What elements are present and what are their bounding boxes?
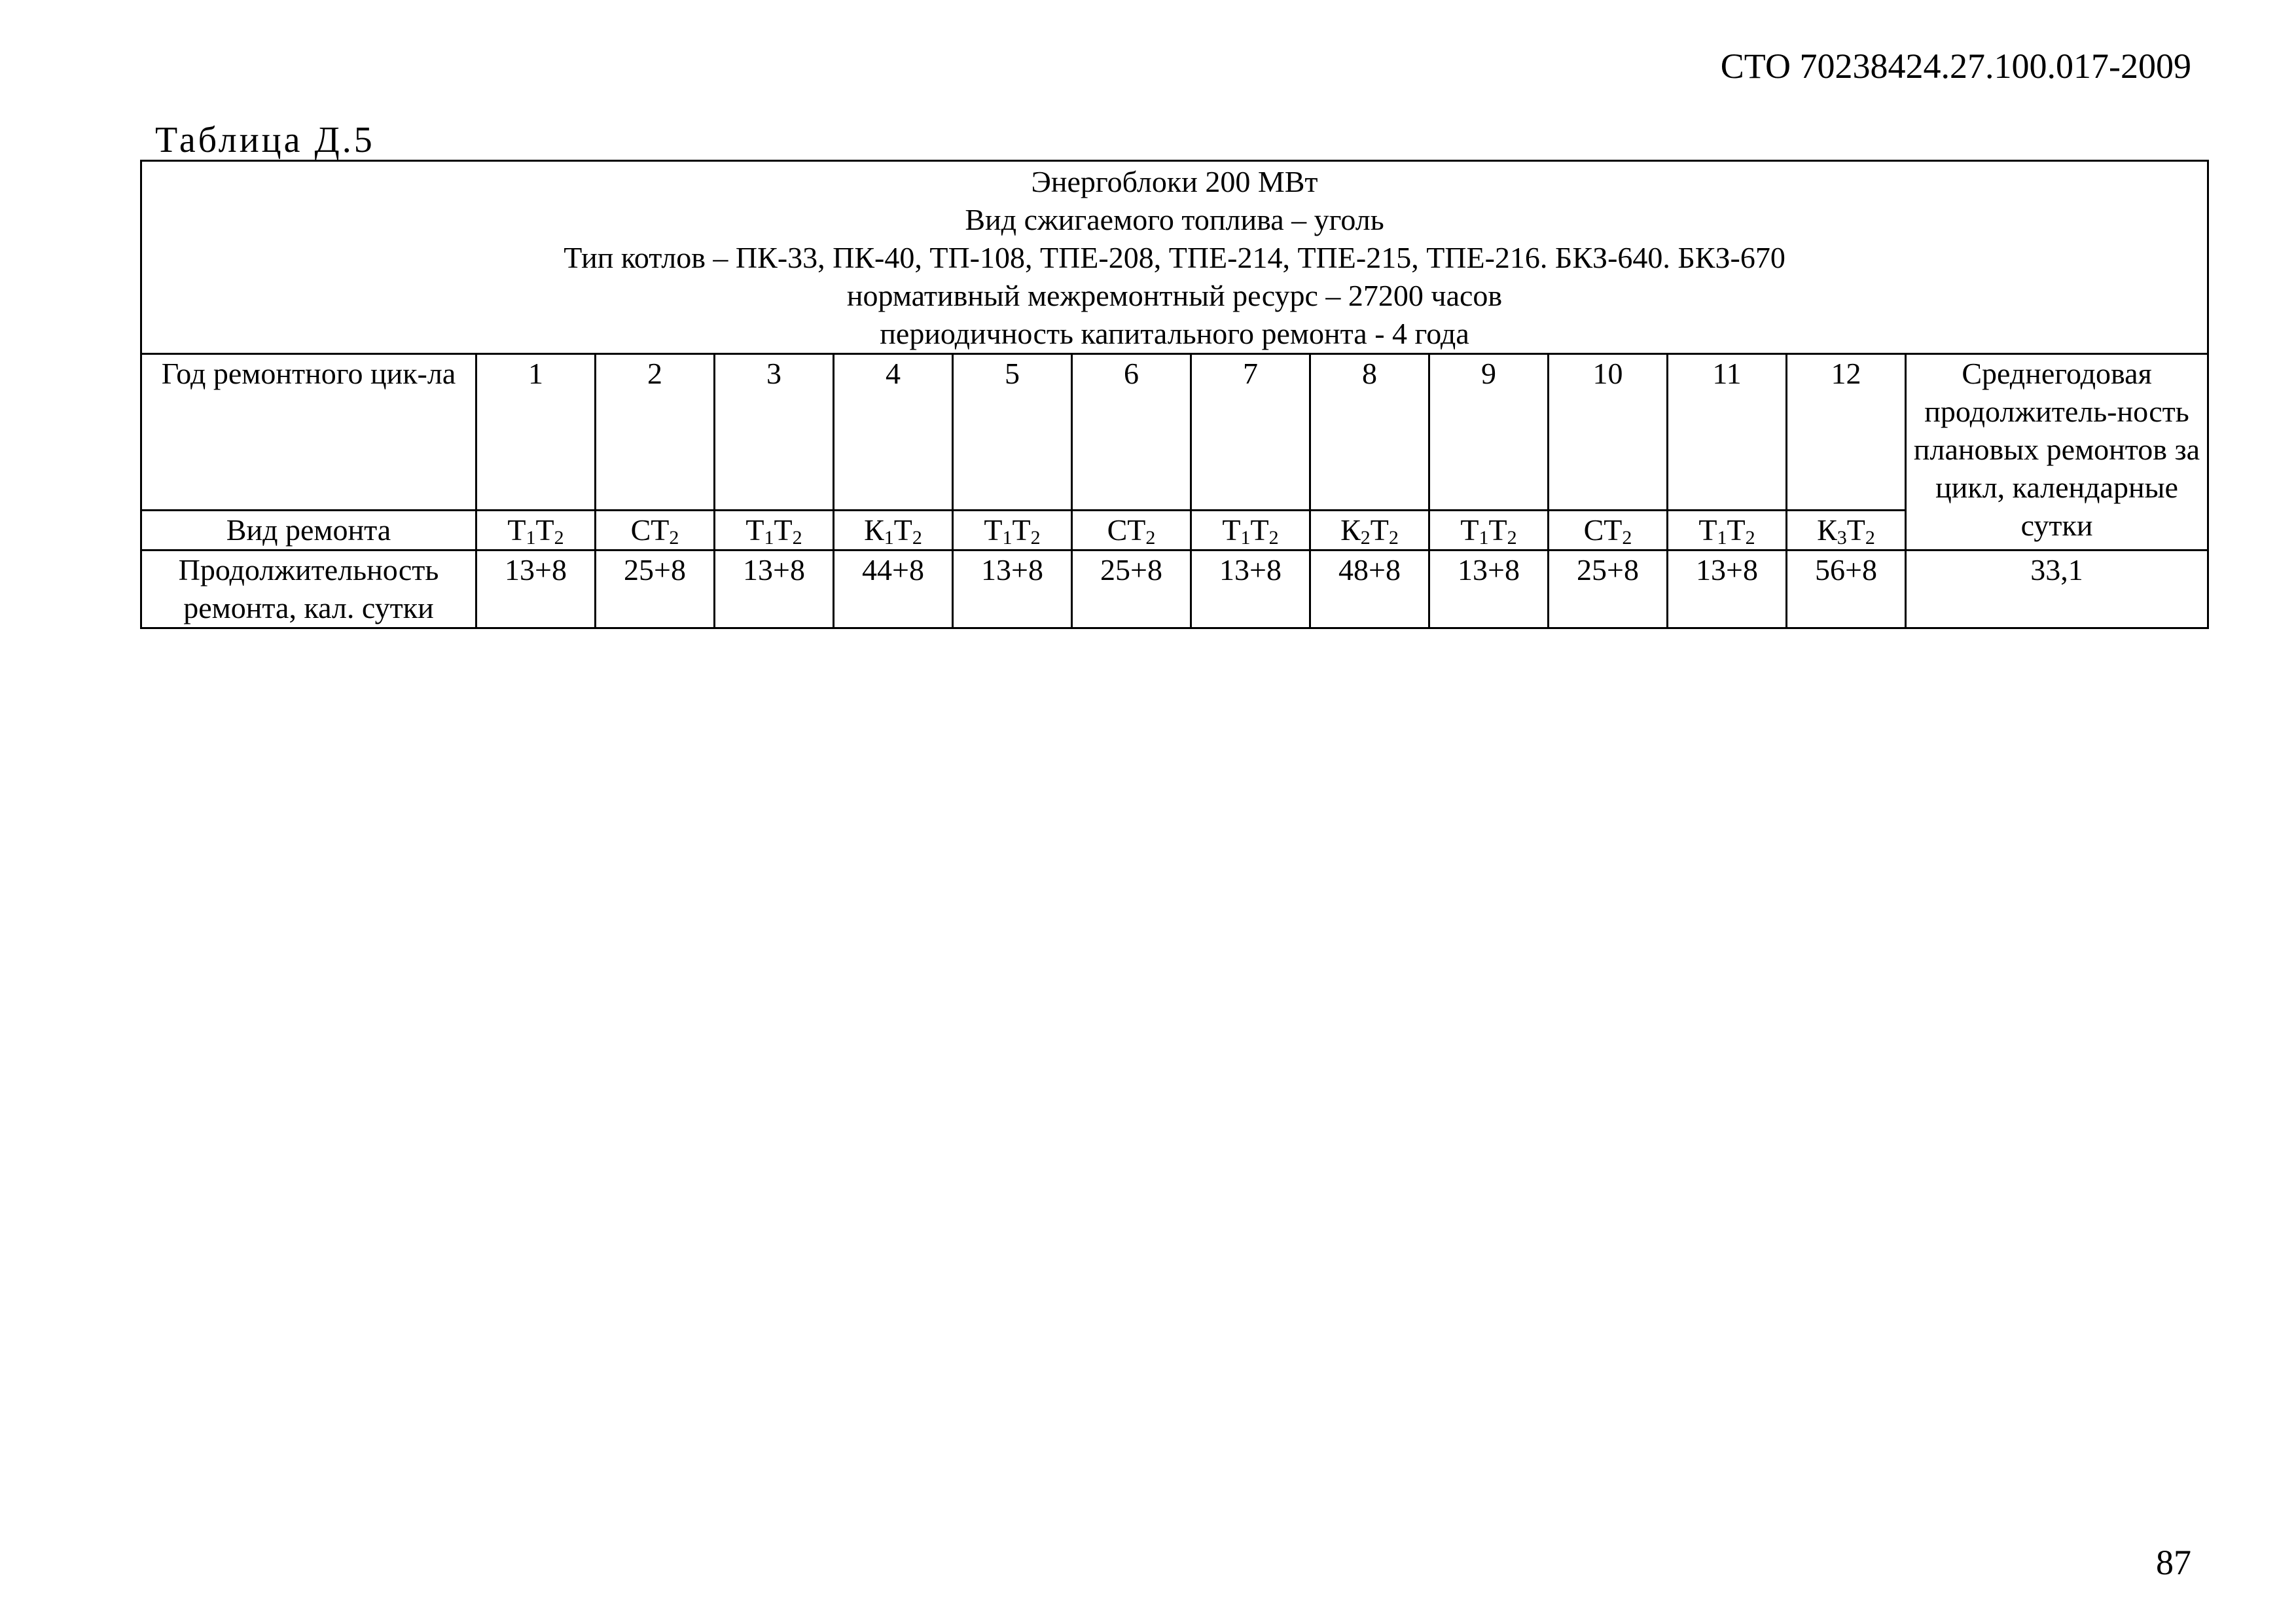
repair-type-sub2: 2 <box>669 527 679 549</box>
table-row-repair-type <box>141 511 2208 550</box>
table-row-year <box>141 354 2208 511</box>
year-cell: 8 <box>1310 354 1429 511</box>
repair-type-sub2: 2 <box>554 527 564 549</box>
document-code: СТО 70238424.27.100.017-2009 <box>1720 46 2191 86</box>
header-line-power-units: Энергоблоки 200 МВт <box>1031 165 1318 198</box>
table-header-cell <box>141 161 2208 354</box>
repair-type-sub2: 2 <box>1388 527 1399 549</box>
repair-type-letter: СТ <box>1583 513 1623 547</box>
header-line-resource: нормативный межремонтный ресурс – 27200 часов <box>846 279 1503 312</box>
repair-schedule-table <box>140 160 2209 629</box>
year-cell: 2 <box>596 354 715 511</box>
repair-type-cell <box>596 511 715 550</box>
repair-type-letter: К <box>1817 513 1837 547</box>
page-number: 87 <box>2156 1543 2191 1582</box>
repair-type-letter2: Т <box>535 513 554 547</box>
year-cell: 4 <box>834 354 953 511</box>
repair-type-sub1: 1 <box>1479 527 1489 549</box>
repair-type-letter2: Т <box>1488 513 1507 547</box>
year-cell: 6 <box>1072 354 1191 511</box>
year-cell: 9 <box>1429 354 1549 511</box>
duration-cell: 48+8 <box>1310 550 1429 628</box>
header-line-periodicity: периодичность капитального ремонта - 4 года <box>880 317 1469 350</box>
repair-type-sub1: 1 <box>1240 527 1251 549</box>
avg-duration-header: Среднегодовая продолжитель-ность плановых ремонтов за цикл, календарные сутки <box>1906 354 2208 550</box>
row-label-duration: Продолжительность ремонта, кал. сутки <box>141 550 476 628</box>
repair-type-cell <box>1549 511 1668 550</box>
repair-type-cell <box>476 511 596 550</box>
year-cell: 12 <box>1787 354 1906 511</box>
table-caption: Таблица Д.5 <box>155 120 375 160</box>
year-cell: 11 <box>1668 354 1787 511</box>
duration-cell: 56+8 <box>1787 550 1906 628</box>
repair-type-sub2: 2 <box>1865 527 1875 549</box>
repair-type-letter2: Т <box>1846 513 1865 547</box>
repair-type-sub2: 2 <box>1030 527 1041 549</box>
repair-type-letter: СТ <box>630 513 670 547</box>
repair-type-sub1: 1 <box>1717 527 1727 549</box>
repair-type-cell <box>1191 511 1310 550</box>
row-label-year: Год ремонтного цик-ла <box>141 354 476 511</box>
avg-duration-value: 33,1 <box>1906 550 2208 628</box>
duration-cell: 13+8 <box>1429 550 1549 628</box>
duration-cell: 44+8 <box>834 550 953 628</box>
repair-type-sub2: 2 <box>1268 527 1279 549</box>
duration-cell: 13+8 <box>953 550 1072 628</box>
duration-cell: 13+8 <box>1191 550 1310 628</box>
repair-type-sub2: 2 <box>792 527 802 549</box>
repair-type-letter2: Т <box>893 513 912 547</box>
repair-type-letter2: Т <box>774 513 793 547</box>
repair-type-sub2: 2 <box>912 527 922 549</box>
repair-type-letter2: Т <box>1727 513 1746 547</box>
repair-type-cell <box>1429 511 1549 550</box>
repair-type-sub1: 1 <box>526 527 536 549</box>
repair-type-letter: К <box>864 513 884 547</box>
repair-type-cell <box>1072 511 1191 550</box>
repair-type-letter: К <box>1340 513 1361 547</box>
repair-type-letter: СТ <box>1107 513 1146 547</box>
duration-cell: 25+8 <box>596 550 715 628</box>
repair-type-sub2: 2 <box>1145 527 1156 549</box>
repair-type-sub1: 1 <box>1002 527 1013 549</box>
repair-type-letter: Т <box>745 513 764 547</box>
repair-type-letter: Т <box>507 513 526 547</box>
repair-type-letter2: Т <box>1012 513 1031 547</box>
repair-type-cell <box>715 511 834 550</box>
duration-cell: 25+8 <box>1549 550 1668 628</box>
year-cell: 1 <box>476 354 596 511</box>
year-cell: 7 <box>1191 354 1310 511</box>
duration-cell: 13+8 <box>715 550 834 628</box>
table-header-row <box>141 161 2208 354</box>
repair-type-sub1: 2 <box>1360 527 1371 549</box>
repair-type-sub2: 2 <box>1745 527 1755 549</box>
repair-type-cell <box>834 511 953 550</box>
repair-type-cell <box>1668 511 1787 550</box>
year-cell: 3 <box>715 354 834 511</box>
header-line-fuel-type: Вид сжигаемого топлива – уголь <box>965 203 1384 236</box>
duration-cell: 13+8 <box>1668 550 1787 628</box>
duration-cell: 25+8 <box>1072 550 1191 628</box>
repair-type-cell <box>1787 511 1906 550</box>
repair-type-letter2: Т <box>1250 513 1269 547</box>
repair-type-sub1: 3 <box>1837 527 1847 549</box>
repair-type-sub2: 2 <box>1622 527 1632 549</box>
duration-cell: 13+8 <box>476 550 596 628</box>
repair-type-letter: Т <box>1698 513 1717 547</box>
repair-type-letter2: Т <box>1370 513 1389 547</box>
year-cell: 5 <box>953 354 1072 511</box>
repair-type-letter: Т <box>984 513 1003 547</box>
repair-type-sub1: 1 <box>884 527 894 549</box>
year-cell: 10 <box>1549 354 1668 511</box>
repair-type-sub2: 2 <box>1507 527 1517 549</box>
table-row-duration <box>141 550 2208 628</box>
repair-type-letter: Т <box>1222 513 1241 547</box>
repair-type-cell <box>1310 511 1429 550</box>
header-line-boiler-types: Тип котлов – ПК-33, ПК-40, ТП-108, ТПЕ-208, ТПЕ-214, ТПЕ-215, ТПЕ-216. БКЗ-640. БКЗ-670 <box>564 241 1785 274</box>
repair-type-sub1: 1 <box>764 527 774 549</box>
repair-type-cell <box>953 511 1072 550</box>
row-label-repair-type: Вид ремонта <box>141 511 476 550</box>
repair-type-letter: Т <box>1460 513 1479 547</box>
